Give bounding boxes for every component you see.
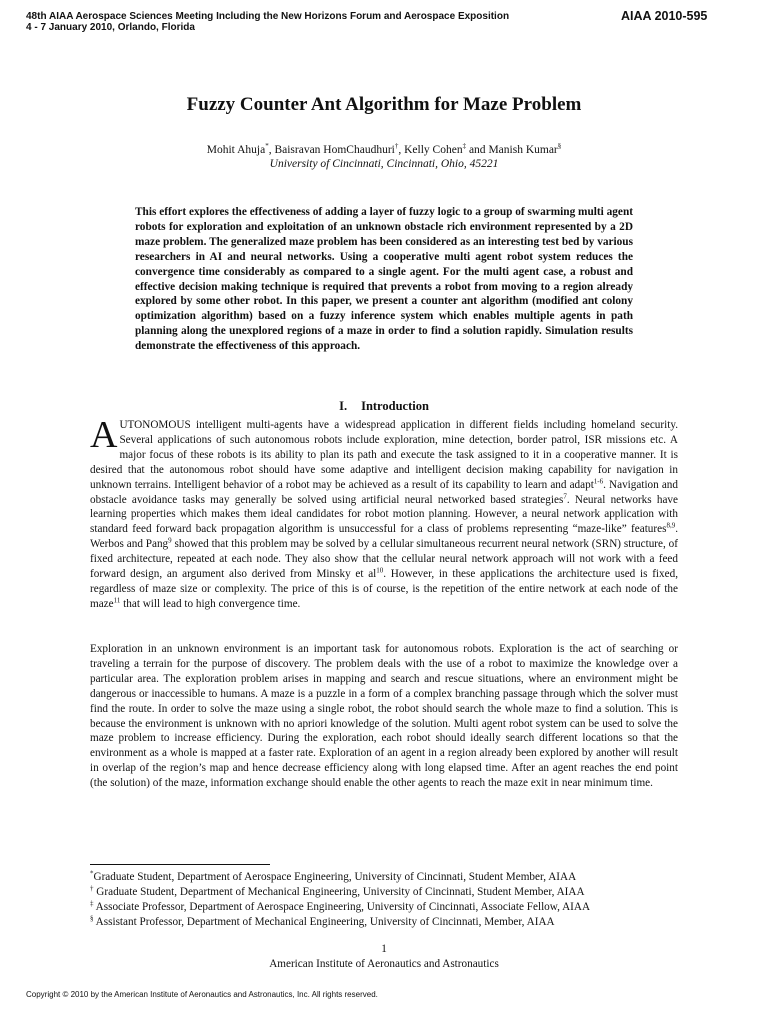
footnote-mark: † [90, 884, 94, 893]
author-name: Kelly Cohen [404, 144, 463, 156]
section-title: Introduction [361, 399, 429, 413]
footnote-mark: * [90, 869, 94, 878]
author-name: Baisravan HomChaudhuri [274, 144, 395, 156]
section-heading [0, 399, 768, 414]
author-mark: † [394, 142, 399, 151]
citation: 9 [168, 536, 172, 545]
abstract: This effort explores the effectiveness of adding a layer of fuzzy logic to a group of swarming multi agent robots for exploration and exploitation of an unknown obstacle rich environment represented by a 2D maze problem. The generalized maze problem has been considered as an interesting test bed by various researchers in AI and neural networks. Using a cooperative multi agent robot system reduces the convergence time considerably as compared to a single agent. For the multi agent case, a robust and effective decision making technique is required that prevents a robot from moving to a region already explored by some other robot. In this paper, we present a counter ant algorithm (modified ant colony optimization algorithm) based on a fuzzy inference system which enables multiple agents in path planning along the unexplored regions of a maze in order to find a solution rapidly. Simulation results demonstrate the effectiveness of this approach. [135, 206, 633, 353]
footnote [90, 885, 690, 900]
paragraph-text: . Werbos and Pang [90, 523, 678, 551]
paragraph-text: showed that this problem may be solved by a cellular simultaneous recurrent neural network (SRN) structure, of fixed architecture, repeated at each node. They also show that the cellular neural network approach will not work with a feed forward design, an argument also derived from Minsky et al [90, 538, 678, 581]
citation: 11 [113, 596, 121, 605]
paper-id: AIAA 2010-595 [621, 9, 708, 23]
author-affiliation: University of Cincinnati, Cincinnati, Ohio, 45221 [269, 158, 499, 170]
paragraph-text: UTONOMOUS intelligent multi-agents have a widespread application in different fields including homeland security. Several applications of such autonomous robots include exploration, mine detection, border patrol, ISR missions etc. A major focus of these robots is its ability to plan its path and execute the task assigned to it in a cooperative manner. It is desired that the autonomous robot should have some adaptive and intelligent decision making capability for navigation in unknown terrains. Intelligent behavior of a robot may be achieved as a result of its capability to learn and adapt [90, 419, 678, 491]
footnote-mark: ‡ [90, 899, 94, 908]
citation: 7 [563, 491, 567, 500]
footnote-mark: § [90, 914, 94, 923]
footnote [90, 915, 690, 930]
footnote-text: Assistant Professor, Department of Mechanical Engineering, University of Cincinnati, Member, AIAA [93, 916, 555, 928]
author-separator: , [398, 144, 405, 156]
intro-paragraph-1 [90, 414, 678, 612]
paragraph-text: . However, in these applications the architecture used is fixed, regardless of maze size or complexity. The price of this is of course, is the repetition of the entire network at each node of the maze [90, 568, 678, 610]
section-number: I. [339, 399, 348, 413]
conference-header [26, 11, 586, 33]
paper-title: Fuzzy Counter Ant Algorithm for Maze Problem [186, 94, 582, 115]
author-list [0, 143, 768, 157]
author-separator: , [268, 144, 275, 156]
footnote-text: Graduate Student, Department of Mechanical Engineering, University of Cincinnati, Student Member, AIAA [93, 886, 585, 898]
citation: 10 [376, 566, 384, 575]
page-number: 1 [381, 943, 387, 955]
paragraph-text: . Neural networks have learning properties which makes them ideal candidates for robot motion planning. However, a neural network application with standard feed forward back propagation algorithm is unsuccessful for a class of problems representing “maze-like” features [90, 493, 678, 536]
publisher-footer: American Institute of Aeronautics and Astronautics [269, 958, 499, 970]
author-name: Mohit Ahuja [206, 144, 266, 156]
footnotes [90, 870, 690, 930]
paragraph-text: that will lead to high convergence time. [120, 597, 301, 610]
footnote-text: Associate Professor, Department of Aerospace Engineering, University of Cincinnati, Associate Fellow, AIAA [93, 901, 591, 913]
footnote [90, 870, 690, 885]
author-mark: § [557, 142, 562, 151]
drop-cap: A [90, 414, 118, 456]
citation: 1-6 [593, 476, 604, 485]
citation: 8,9 [666, 521, 676, 530]
author-mark: ‡ [462, 142, 467, 151]
conference-name: 48th AIAA Aerospace Sciences Meeting Including the New Horizons Forum and Aerospace Exposition [26, 11, 510, 22]
footnote [90, 900, 690, 915]
footnote-divider [90, 864, 270, 865]
intro-paragraph-2: Exploration in an unknown environment is an important task for autonomous robots. Exploration is the act of searching or traveling a terrain for the purpose of discovery. The problem deals with the use of a robot to maximize the knowledge over a particular area. The exploration problem arises in mapping and search and rescue situations, where an environment might be dangerous or inaccessible to humans. A maze is a puzzle in a form of a complex branching passage through which the solver must find the route. In order to solve the maze using a single robot, the robot should search the whole maze to find a solution. This is because the environment is unknown with no apriori knowledge of the solution. Multi agent robot system can be used to solve the maze problem to increase efficiency. During the exploration, each robot should ideally search different locations so that the environment as a whole is mapped at a faster rate. Exploration of an agent in a region already been explored by another will result in overlap of the region’s map and hence decrease efficiency along with long elapsed time. After an agent reaches the end point (the solution) of the maze, information exchange should enable the other agents to reach the maze exit in near minimum time. [90, 643, 678, 790]
author-mark: * [265, 142, 269, 151]
author-conjunction: and [466, 144, 489, 156]
conference-date-location: 4 - 7 January 2010, Orlando, Florida [26, 22, 195, 33]
author-name: Manish Kumar [488, 144, 558, 156]
paragraph-text: . Navigation and obstacle avoidance tasks may generally be solved using artificial neural networked based strategies [90, 478, 678, 506]
copyright-notice: Copyright © 2010 by the American Institute of Aeronautics and Astronautics, Inc. All rights reserved. [26, 990, 378, 999]
footnote-text: Graduate Student, Department of Aerospace Engineering, University of Cincinnati, Student Member, AIAA [93, 871, 577, 883]
